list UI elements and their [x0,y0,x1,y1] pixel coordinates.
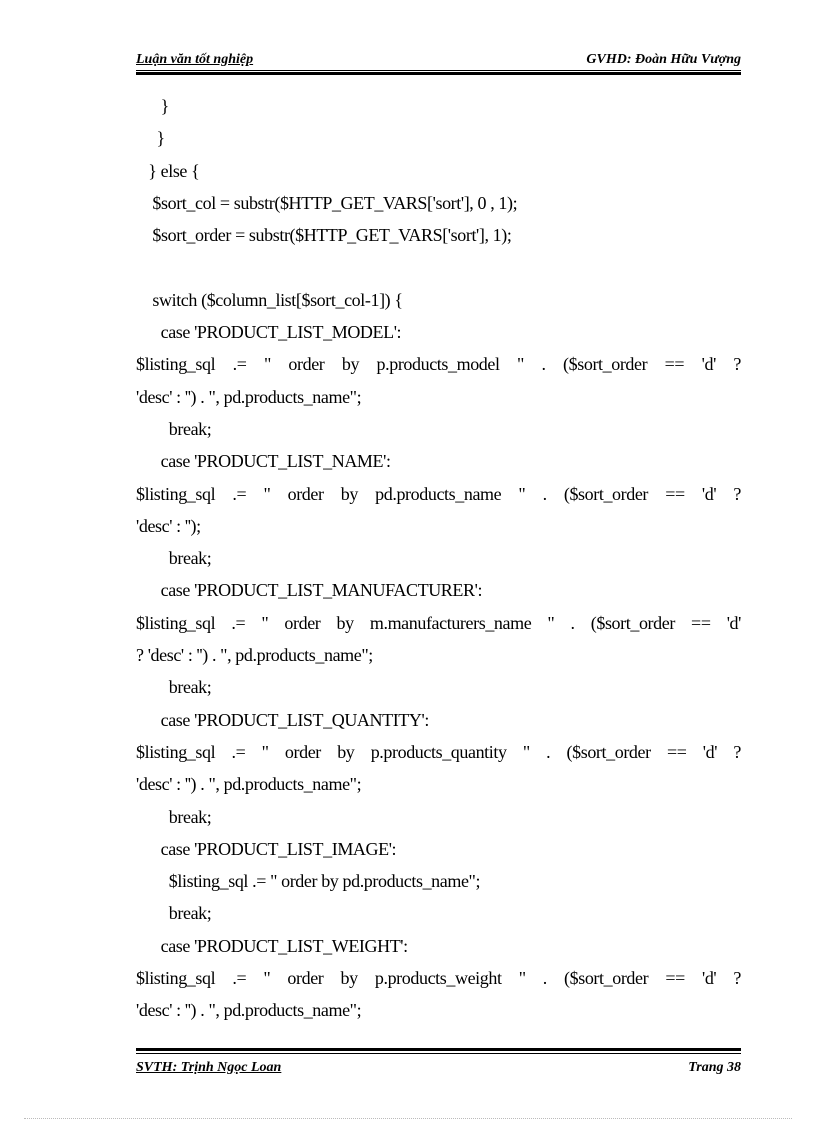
code-line: 'desc' : '') . ", pd.products_name"; [136,386,362,407]
header-thesis-title: Luận văn tốt nghiệp [136,52,254,67]
code-line: switch ($column_list[$sort_col-1]) { [136,289,403,310]
code-line: } [136,96,169,116]
page-edge-divider [24,1118,792,1119]
code-line [136,251,741,283]
code-line: ? 'desc' : '') . ", pd.products_name"; [136,645,373,666]
code-line: case 'PRODUCT_LIST_IMAGE': [136,838,397,859]
code-line: break; [136,677,212,698]
code-line: break; [136,903,212,924]
footer-page-number: Trang 38 [688,1060,741,1075]
code-line: case 'PRODUCT_LIST_MANUFACTURER': [136,580,483,601]
code-line: } else { [136,160,200,181]
footer-student: SVTH: Trịnh Ngọc Loan [136,1060,282,1075]
code-line: $listing_sql .= " order by pd.products_name"; [136,871,481,892]
code-line: break; [136,806,212,827]
page-header [136,48,741,68]
code-line: 'desc' : '') . ", pd.products_name"; [136,774,362,795]
code-line: case 'PRODUCT_LIST_QUANTITY': [136,709,429,730]
header-advisor: GVHD: Đoàn Hữu Vượng [586,52,741,67]
page-footer [136,1056,741,1076]
footer-rule-thin [136,1053,741,1054]
code-line: break; [136,548,212,569]
code-line: case 'PRODUCT_LIST_MODEL': [136,322,402,343]
code-line: $listing_sql .= " order by p.products_weight " . ($sort_order == 'd' ? [136,968,741,989]
code-line: break; [136,418,212,439]
code-line: case 'PRODUCT_LIST_NAME': [136,451,391,472]
code-line: $listing_sql .= " order by m.manufacturers_name " . ($sort_order == 'd' [136,612,741,633]
header-rule-thin [136,70,741,71]
footer-rule-thick [136,1048,741,1051]
code-listing [136,90,741,1027]
code-line: 'desc' : '') . ", pd.products_name"; [136,1000,362,1021]
code-line: $listing_sql .= " order by p.products_quantity " . ($sort_order == 'd' ? [136,741,741,762]
code-line: case 'PRODUCT_LIST_WEIGHT': [136,935,408,956]
code-line: $sort_col = substr($HTTP_GET_VARS['sort'], 0 , 1); [136,192,518,213]
code-line: $listing_sql .= " order by p.products_model " . ($sort_order == 'd' ? [136,354,741,375]
code-line: 'desc' : ''); [136,515,201,536]
code-line: $sort_order = substr($HTTP_GET_VARS['sort'], 1); [136,225,512,246]
header-rule-thick [136,72,741,75]
code-line: } [136,128,165,149]
code-line: $listing_sql .= " order by pd.products_name " . ($sort_order == 'd' ? [136,483,741,504]
